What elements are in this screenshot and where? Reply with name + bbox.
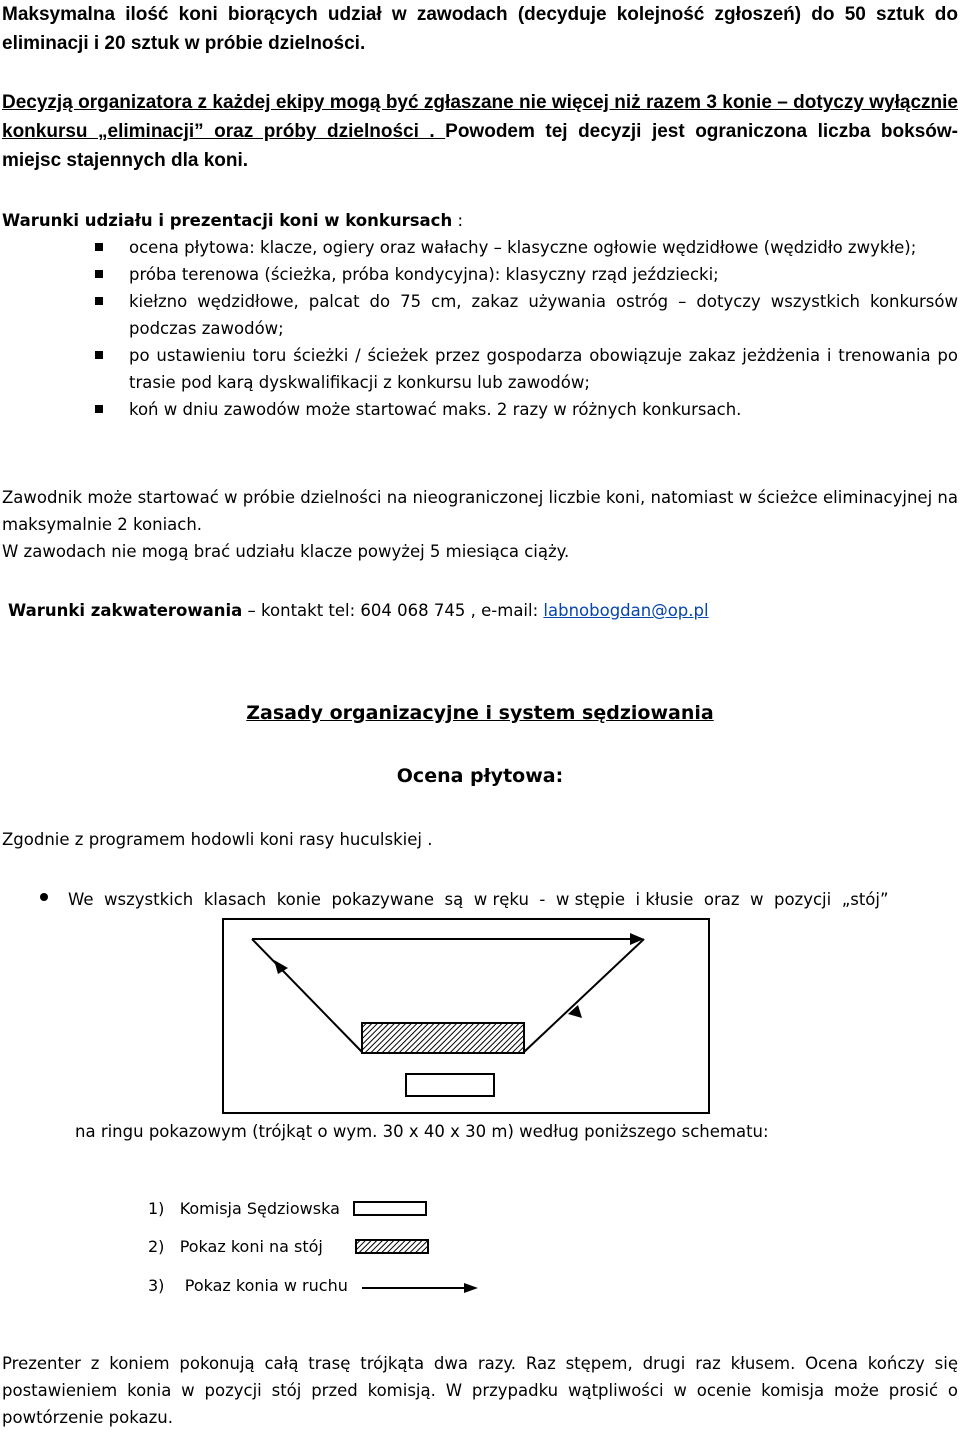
list-item: po ustawieniu toru ścieżki / ścieżek przez gospodarza obowiązuje zakaz jeżdżenia i trenowania po trasie pod karą dyskwalifikacji z konkursu lub zawodów; <box>95 342 958 396</box>
square-bullet-icon <box>95 297 103 305</box>
horse-standing-box <box>362 1023 524 1053</box>
email-link[interactable]: labnobogdan@op.pl <box>543 601 709 620</box>
arrowhead-top <box>630 933 644 945</box>
arrow-left-diagonal <box>252 939 362 1052</box>
subsection-title: Ocena płytowa: <box>396 765 564 787</box>
arrowhead-left <box>274 960 288 974</box>
list-item: kiełzno wędzidłowe, palcat do 75 cm, zakaz używania ostróg – dotyczy wszystkich konkursów podczas zawodów; <box>95 288 958 342</box>
list-item: próba terenowa (ścieżka, próba kondycyjna): klasyczny rząd jeździecki; <box>95 261 958 288</box>
accommodation-line: Warunki zakwaterowania – kontakt tel: 604 068 745 , e-mail: labnobogdan@op.pl <box>8 601 709 620</box>
intro-p2-rest: Powodem tej decyzji jest ograniczona liczba boksów- miejsc stajennych dla koni. <box>2 121 958 171</box>
arrow-right-diagonal <box>524 939 644 1052</box>
rider-note: Zawodnik może startować w próbie dzielności na nieograniczonej liczbie koni, natomiast w ścieżce eliminacyjnej na maksymalnie 2 koniach. <box>2 488 958 534</box>
intro-p2-underlined: Decyzją organizatora z każdej ekipy mogą być zgłaszane nie więcej niż razem 3 konie – dotyczy wyłącznie konkursu „eliminacji” oraz próby dzielności . <box>2 92 958 142</box>
square-bullet-icon <box>95 351 103 359</box>
legend-item-standing: 2) Pokaz koni na stój <box>148 1237 323 1256</box>
section-title: Zasady organizacyjne i system sędziowania <box>246 702 714 724</box>
intro-paragraph-2 <box>2 88 958 175</box>
round-bullet-icon <box>40 893 48 901</box>
square-bullet-icon <box>95 270 103 278</box>
list-item: ocena płytowa: klacze, ogiery oraz wałachy – klasyczne ogłowie wędzidłowe (wędzidło zwykłe); <box>95 234 958 261</box>
conditions-list <box>95 234 958 423</box>
square-bullet-icon <box>95 405 103 413</box>
ring-note: na ringu pokazowym (trójkąt o wym. 30 x 40 x 30 m) według poniższego schematu: <box>75 1122 769 1141</box>
intro-paragraph-1: Maksymalna ilość koni biorących udział w zawodach (decyduje kolejność zgłoszeń) do 50 sztuk do eliminacji i 20 sztuk w próbie dzielności. <box>2 4 958 54</box>
judges-box <box>406 1074 494 1096</box>
final-paragraph: Prezenter z koniem pokonują całą trasę trójkąta dwa razy. Raz stępem, drugi raz kłusem. Ocena kończy się postawieniem konia w pozycji stój przed komisją. W przypadku wątpliwości w ocenie komisja może prosić o powtórzenie pokazu. <box>2 1354 958 1427</box>
legend-standing-symbol <box>355 1239 429 1255</box>
square-bullet-icon <box>95 243 103 251</box>
bullet-main: We wszystkich klasach konie pokazywane są w ręku - w stępie i kłusie oraz w pozycji „stój” <box>68 890 889 909</box>
ring-diagram <box>222 918 710 1114</box>
pregnancy-note: W zawodach nie mogą brać udziału klacze powyżej 5 miesiąca ciąży. <box>2 542 570 561</box>
legend-item-moving: 3) Pokaz konia w ruchu <box>148 1276 348 1295</box>
conditions-heading: Warunki udziału i prezentacji koni w konkursach : <box>2 211 464 230</box>
legend-judges-symbol <box>353 1201 427 1217</box>
legend-item-judges: 1) Komisja Sędziowska <box>148 1199 340 1218</box>
breeding-note: Zgodnie z programem hodowli koni rasy huculskiej . <box>2 830 433 849</box>
list-item: koń w dniu zawodów może startować maks. 2 razy w różnych konkursach. <box>95 396 958 423</box>
legend-moving-arrow-icon <box>362 1280 480 1296</box>
arrowhead-right <box>568 1005 582 1018</box>
